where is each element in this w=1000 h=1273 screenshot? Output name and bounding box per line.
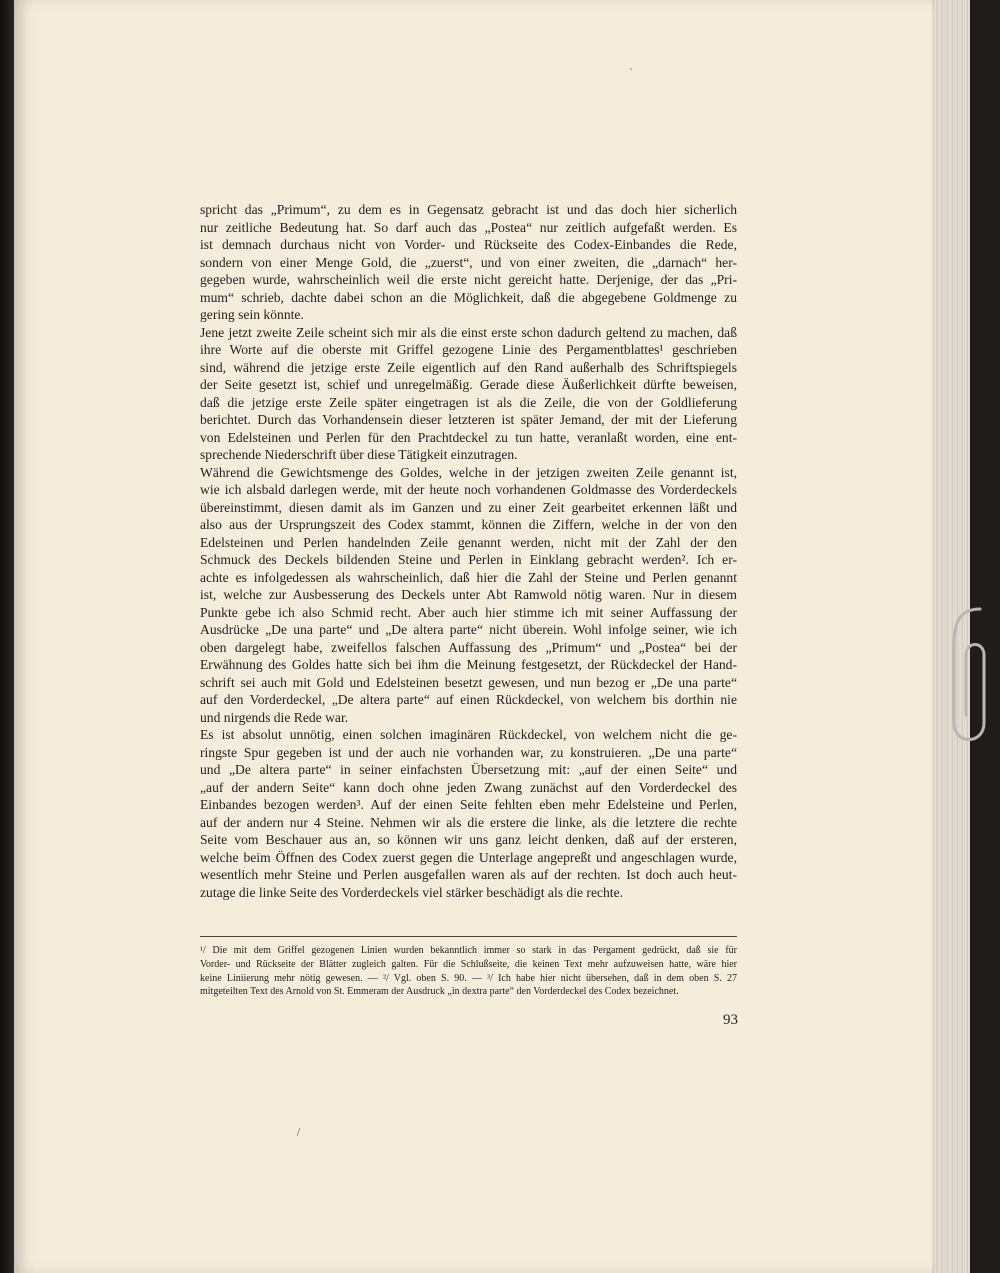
- text-line: auf den Vorderdeckel, „De altera parte“ auf einen Rückdeckel, von welchem bis dorthin nie: [200, 692, 737, 707]
- text-line: gegeben wurde, wahrscheinlich weil die erste nicht gereicht hatte. Derjenige, der das „Pri-: [200, 272, 737, 287]
- footnote-line: mitgeteilten Text des Arnold von St. Emmeram der Ausdruck „in dextra parte“ den Vorderdeckel des Codex bezeichnet.: [200, 986, 679, 998]
- text-line: ihre Worte auf die oberste mit Griffel gezogene Linie des Pergamentblattes¹ geschrieben: [200, 342, 737, 357]
- text-line: welche beim Öffnen des Codex zuerst gegen die Unterlage angepreßt und angeschlagen wurde,: [200, 849, 737, 865]
- footnotes: [200, 944, 737, 999]
- text-line: zutage die linke Seite des Vorderdeckels viel stärker beschädigt als die rechte.: [200, 884, 624, 900]
- text-line: Während die Gewichtsmenge des Goldes, welche in der jetzigen zweiten Zeile genannt ist,: [200, 464, 737, 480]
- text-line: achte es infolgedessen als wahrscheinlich, daß hier die Zahl der Steine und Perlen genannt: [200, 569, 737, 585]
- text-line: Ausdrücke „De una parte“ und „De altera parte“ nicht überein. Wohl infolge seiner, wie ich: [200, 622, 737, 637]
- text-line: Einbandes bezogen werden³. Auf der einen Seite fehlten eben mehr Edelsteine und Perlen,: [200, 797, 737, 812]
- text-line: schrift sei auch mit Gold und Edelsteinen besetzt gewesen, und nun bezog er „De una parte“: [200, 674, 737, 690]
- text-line: daß die jetzige erste Zeile später eingetragen ist als die Zeile, die von der Goldlieferung: [200, 394, 737, 410]
- text-line: Schmuck des Deckels bildenden Steine und Perlen in Einklang gebracht werden². Ich er-: [200, 552, 737, 567]
- text-line: Es ist absolut unnötig, einen solchen imaginären Rückdeckel, von welchem nicht die ge-: [200, 727, 737, 742]
- text-line: Erwähnung des Goldes hatte sich bei ihm die Meinung festgesetzt, der Rückdeckel der Hand-: [200, 657, 737, 672]
- paper-clip-icon: [950, 605, 990, 755]
- text-line: wesentlich mehr Steine und Perlen ausgefallen waren als auf der rechten. Ist doch auch heut-: [200, 867, 737, 882]
- text-line: sondern von einer Menge Gold, die „zuerst“, und von einer zweiten, die „darnach“ her-: [200, 254, 737, 270]
- text-line: Jene jetzt zweite Zeile scheint sich mir als die einst erste schon dadurch geltend zu machen, daß: [200, 324, 737, 340]
- text-line: mum“ schrieb, dachte dabei schon an die Möglichkeit, daß die abgegebene Goldmenge zu: [200, 289, 737, 305]
- text-line: „auf der andern Seite“ kann doch ohne jeden Zwang zunächst auf den Vorderdeckel des: [200, 779, 737, 795]
- text-line: von Edelsteinen und Perlen für den Prachtdeckel zu tun hatte, veranlaßt worden, eine ent-: [200, 429, 737, 445]
- text-line: nur zeitliche Bedeutung hat. So darf auch das „Postea“ nur zeitlich aufgefaßt werden. Es: [200, 219, 737, 235]
- text-line: also aus der Ursprungszeit des Codex stammt, können die Ziffern, welche in der von den: [200, 517, 737, 532]
- text-line: Seite vom Beschauer aus an, so können wir uns ganz leicht denken, daß auf der ersteren,: [200, 832, 737, 847]
- footnote-line: Vorder- und Rückseite der Blätter zugleich galten. Für die Schlußseite, die keinen Text mehr aufzuweisen hatte, wäre hier: [200, 958, 737, 970]
- page-number: 93: [723, 1012, 738, 1028]
- text-line: Edelsteinen und Perlen handelnden Zeile genannt werden, nicht mit der Zahl der den: [200, 534, 737, 550]
- text-line: und „De altera parte“ in seiner einfachsten Übersetzung mit: „auf der einen Seite“ und: [200, 762, 737, 777]
- footnote-line: keine Liniierung mehr nötig gewesen. — ²/ Vgl. oben S. 90. — ³/ Ich habe hier nicht übersehen, daß in dem oben S. 27: [200, 972, 737, 984]
- text-line: ist, welche zur Ausbesserung des Deckels unter Abt Ramwold nötig waren. Nur in diesem: [200, 587, 737, 602]
- text-line: berichtet. Durch das Vorhandensein dieser letzteren ist später Jemand, der mit der Lieferung: [200, 412, 737, 427]
- text-line: wie ich alsbald darlegen werde, mit der heute noch vorhandenen Goldmasse des Vorderdeckels: [200, 482, 737, 497]
- text-line: und nirgends die Rede war.: [200, 709, 349, 725]
- text-line: sprechende Niederschrift über diese Tätigkeit einzutragen.: [200, 447, 518, 462]
- book-spine-shadow: [0, 0, 14, 1273]
- text-line: spricht das „Primum“, zu dem es in Gegensatz gebracht ist und das doch hier sicherlich: [200, 202, 737, 217]
- text-line: übereinstimmt, diesen damit als im Ganzen und zu einer Zeit gearbeitet erkennen läßt und: [200, 499, 737, 515]
- text-line: auf der andern nur 4 Steine. Nehmen wir als die erstere die linke, als die letztere die rechte: [200, 814, 737, 830]
- paper-speck: [630, 68, 632, 70]
- text-line: ringste Spur gegeben ist und der auch nie vorhanden war, zu konstruieren. „De una parte“: [200, 744, 737, 760]
- text-line: sind, während die jetzige erste Zeile eigentlich auf den Rand außerhalb des Schriftspiegels: [200, 359, 737, 375]
- footnote-line: ¹/ Die mit dem Griffel gezogenen Linien wurden bekanntlich immer so stark in das Pergament gedrückt, daß sie für: [200, 945, 737, 956]
- main-text: [200, 201, 737, 901]
- text-line: gering sein könnte.: [200, 307, 304, 322]
- footnote-divider: [200, 936, 737, 937]
- text-line: der Seite gesetzt ist, schief und unregelmäßig. Gerade diese Äußerlichkeit dürfte beweisen,: [200, 377, 737, 392]
- text-line: oben dargelegt habe, zweifellos falschen Auffassung des „Primum“ und „Postea“ bei der: [200, 639, 737, 655]
- text-line: ist demnach durchaus nicht von Vorder- und Rückseite des Codex-Einbandes die Rede,: [200, 237, 737, 252]
- text-line: Punkte gebe ich also Schmid recht. Aber auch hier stimme ich mit seiner Auffassung der: [200, 604, 737, 620]
